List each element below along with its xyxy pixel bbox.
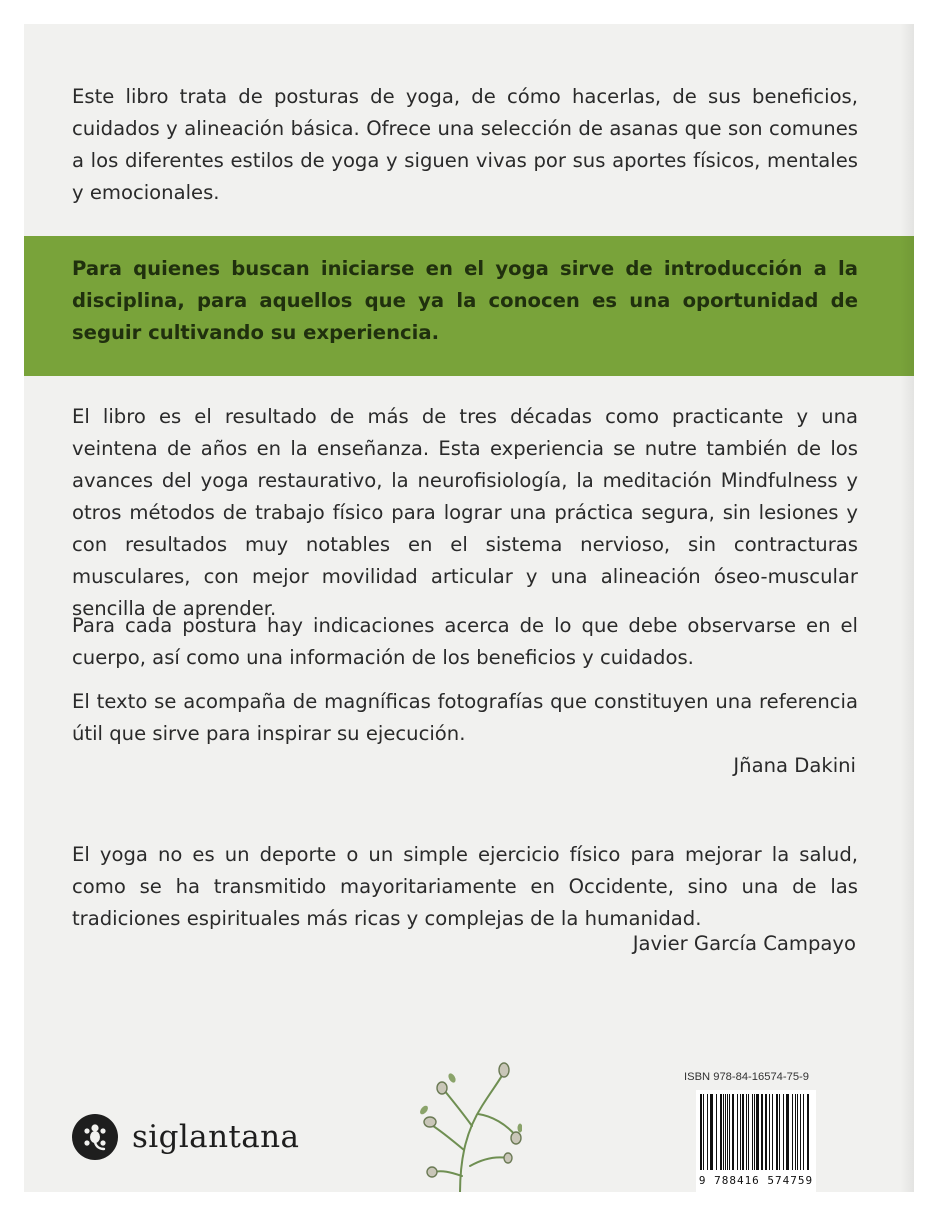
back-cover	[24, 24, 914, 1192]
barcode-bar	[703, 1094, 704, 1170]
barcode-bar	[776, 1094, 778, 1170]
plant-illustration	[412, 1054, 522, 1192]
barcode-bar	[707, 1094, 708, 1170]
intro-paragraph: Este libro trata de posturas de yoga, de cómo hacerlas, de sus beneficios, cuidados y alineación básica. Ofrece una selección de asanas que son comunes a los diferentes estilos de yoga y siguen vivas por sus aportes físicos, mentales y emocionales.	[72, 85, 858, 204]
barcode-bar	[723, 1094, 724, 1170]
gecko-icon	[72, 1114, 118, 1160]
barcode-bar	[720, 1094, 722, 1170]
barcode-bar	[807, 1094, 809, 1170]
barcode-bar	[772, 1094, 773, 1170]
barcode-bar	[740, 1094, 741, 1170]
barcode-bar	[742, 1094, 744, 1170]
body-paragraph-1: El libro es el resultado de más de tres décadas como practicante y una veintena de años en la enseñanza. Esta experiencia se nutre también de los avances del yoga restaurativo, la neurofisiología, la meditación Mindfulness y otros métodos de trabajo físico para lograr una práctica segura, sin lesiones y con resultados muy notables en el sistema nervioso, sin contracturas musculares, con mejor movilidad articular y una alineación óseo-muscular sencilla de aprender.	[72, 405, 858, 620]
barcode-bar	[769, 1094, 770, 1170]
barcode-bar	[729, 1094, 730, 1170]
barcode-bar	[746, 1094, 747, 1170]
author-signature: Jñana Dakini	[733, 754, 856, 777]
barcode-bars	[696, 1090, 816, 1174]
body-paragraph-2: Para cada postura hay indicaciones acerca de lo que debe observarse en el cuerpo, así como una información de los beneficios y cuidados.	[72, 614, 858, 669]
barcode-bar	[737, 1094, 738, 1170]
barcode-bar	[727, 1094, 728, 1170]
barcode-digits: 9 788416 574759	[698, 1174, 814, 1187]
highlight-paragraph: Para quienes buscan iniciarse en el yoga sirve de introducción a la disciplina, para aquellos que ya la conocen es una oportunidad de seguir cultivando su experiencia.	[72, 257, 858, 344]
barcode-bar	[756, 1094, 759, 1170]
isbn-label: ISBN 978-84-16574-75-9	[684, 1071, 810, 1083]
body-paragraph-3: El texto se acompaña de magníficas fotografías que constituyen una referencia útil que sirve para inspirar su ejecución.	[72, 690, 858, 745]
quote-paragraph: El yoga no es un deporte o un simple ejercicio físico para mejorar la salud, como se ha transmitido mayoritariamente en Occidente, sino una de las tradiciones espirituales más ricas y complejas de la humanidad.	[72, 843, 858, 930]
publisher-name: siglantana	[132, 1119, 300, 1155]
barcode-bar	[795, 1094, 796, 1170]
barcode-bar	[792, 1094, 793, 1170]
barcode-bar	[797, 1094, 798, 1170]
barcode-bar	[786, 1094, 789, 1170]
barcode-bar	[752, 1094, 753, 1170]
barcode-bar	[754, 1094, 755, 1170]
barcode-bar	[761, 1094, 763, 1170]
barcode-bar	[710, 1094, 713, 1170]
highlight-band	[24, 236, 914, 376]
barcode-bar	[748, 1094, 749, 1170]
barcode-bar	[732, 1094, 734, 1170]
barcode-bar	[716, 1094, 717, 1170]
quote-author: Javier García Campayo	[632, 932, 856, 955]
barcode-bar	[800, 1094, 801, 1170]
barcode-bar	[803, 1094, 804, 1170]
barcode-bar	[783, 1094, 784, 1170]
barcode-bar	[779, 1094, 780, 1170]
barcode-bar	[765, 1094, 767, 1170]
publisher-logo	[72, 1109, 299, 1165]
barcode-bar	[725, 1094, 726, 1170]
barcode-bar	[700, 1094, 702, 1170]
